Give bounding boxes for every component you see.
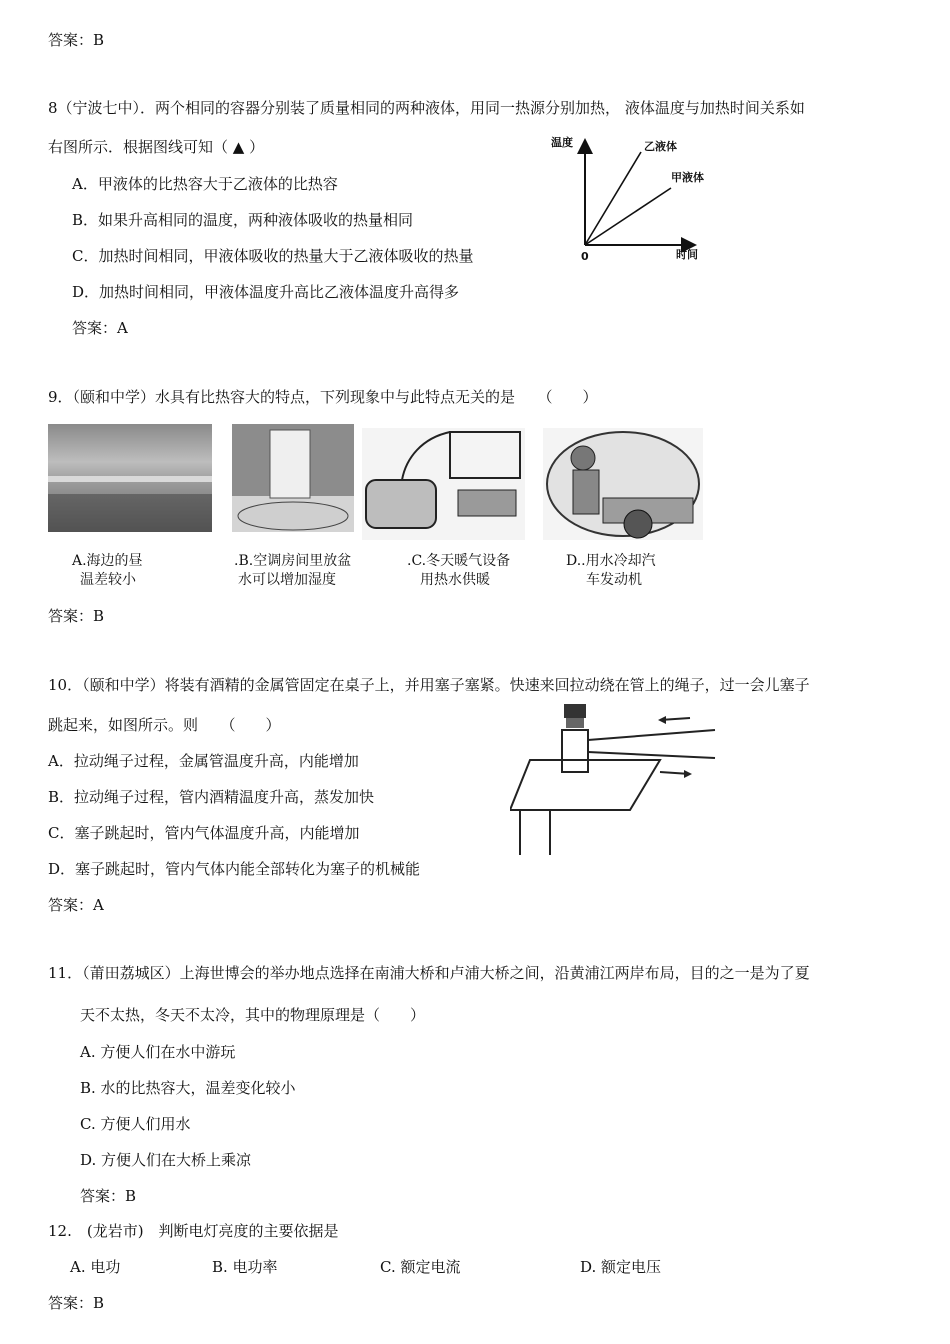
q10-stem-line1: 10．（颐和中学）将装有酒精的金属管固定在桌子上，并用塞子塞紧。快速来回拉动绕在管上的绳子，过一会儿塞子 xyxy=(48,676,810,694)
q9-drawing-heater xyxy=(362,428,525,540)
q8-option-b: B．如果升高相同的温度，两种液体吸收的热量相同 xyxy=(72,211,414,229)
q11-answer: 答案：B xyxy=(80,1187,137,1205)
q11-option-b: B. 水的比热容大，温差变化较小 xyxy=(80,1079,296,1097)
q9-caption-a-line2: 温差较小 xyxy=(80,572,136,588)
q9-caption-b-line2: 水可以增加湿度 xyxy=(238,572,336,588)
q9-caption-a-line1: A.海边的昼 xyxy=(72,553,143,569)
q12-option-d: D. 额定电压 xyxy=(580,1258,662,1276)
q8-graph-x-label: 时间 xyxy=(676,248,698,261)
q12-answer: 答案：B xyxy=(48,1294,105,1312)
q9-photo-seaside xyxy=(48,424,212,532)
q9-answer: 答案：B xyxy=(48,607,105,625)
q8-temperature-time-graph xyxy=(545,130,720,265)
q8-option-a: A．甲液体的比热容大于乙液体的比热容 xyxy=(72,175,338,193)
q10-metal-tube-figure xyxy=(510,700,720,870)
q10-option-b: B．拉动绳子过程，管内酒精温度升高，蒸发加快 xyxy=(48,788,375,806)
q8-line-jia xyxy=(585,188,671,245)
q9-photo-aircon-room xyxy=(232,424,354,532)
q12-option-c: C. 额定电流 xyxy=(380,1258,461,1276)
q8-graph-y-label: 温度 xyxy=(551,136,573,149)
q8-graph-label-jia: 甲液体 xyxy=(671,171,704,184)
q11-stem-line2: 天不太热，冬天不太冷，其中的物理原理是（ ） xyxy=(80,1006,426,1024)
q8-answer: 答案：A xyxy=(72,319,128,337)
q9-stem: 9．（颐和中学）水具有比热容大的特点，下列现象中与此特点无关的是 （ ） xyxy=(48,388,598,406)
q10-stem-line2: 跳起来，如图所示。则 （ ） xyxy=(48,716,281,734)
prev-answer: 答案：B xyxy=(48,31,105,49)
q8-option-d: D．加热时间相同，甲液体温度升高比乙液体温度升高得多 xyxy=(72,283,460,301)
q9-caption-c-line2: 用热水供暖 xyxy=(420,572,490,588)
q10-option-c: C．塞子跳起时，管内气体温度升高，内能增加 xyxy=(48,824,360,842)
q8-graph-label-yi: 乙液体 xyxy=(644,140,677,153)
q9-caption-d-line1: D..用水冷却汽 xyxy=(566,553,656,569)
q11-option-d: D. 方便人们在大桥上乘凉 xyxy=(80,1151,252,1169)
q8-line-yi xyxy=(585,152,641,245)
q9-caption-b-line1: .B.空调房间里放盆 xyxy=(234,553,352,569)
q10-option-d: D．塞子跳起时，管内气体内能全部转化为塞子的机械能 xyxy=(48,860,421,878)
q12-option-b: B. 电功率 xyxy=(212,1258,278,1276)
q11-option-a: A. 方便人们在水中游玩 xyxy=(80,1043,236,1061)
q8-stem-line1: 8（宁波七中）．两个相同的容器分别装了质量相同的两种液体，用同一热源分别加热， 液体温度与加热时间关系如 xyxy=(48,99,805,117)
q8-stem-line2: 右图所示．根据图线可知（ ▲ ） xyxy=(48,138,265,156)
q12-option-a: A. 电功 xyxy=(70,1258,121,1276)
q11-option-c: C. 方便人们用水 xyxy=(80,1115,191,1133)
q8-option-c: C．加热时间相同，甲液体吸收的热量大于乙液体吸收的热量 xyxy=(72,247,474,265)
q9-drawing-car-engine xyxy=(543,428,703,540)
q10-option-a: A．拉动绳子过程，金属管温度升高，内能增加 xyxy=(48,752,359,770)
q9-caption-c-line1: .C.冬天暖气设备 xyxy=(407,553,511,569)
q10-answer: 答案：A xyxy=(48,896,104,914)
q11-stem-line1: 11．（莆田荔城区）上海世博会的举办地点选择在南浦大桥和卢浦大桥之间，沿黄浦江两岸布局，目的之一是为了夏 xyxy=(48,964,810,982)
q8-graph-origin: 0 xyxy=(581,250,589,263)
q9-caption-d-line2: 车发动机 xyxy=(586,572,642,588)
q12-stem: 12. (龙岩市) 判断电灯亮度的主要依据是 xyxy=(48,1222,339,1240)
